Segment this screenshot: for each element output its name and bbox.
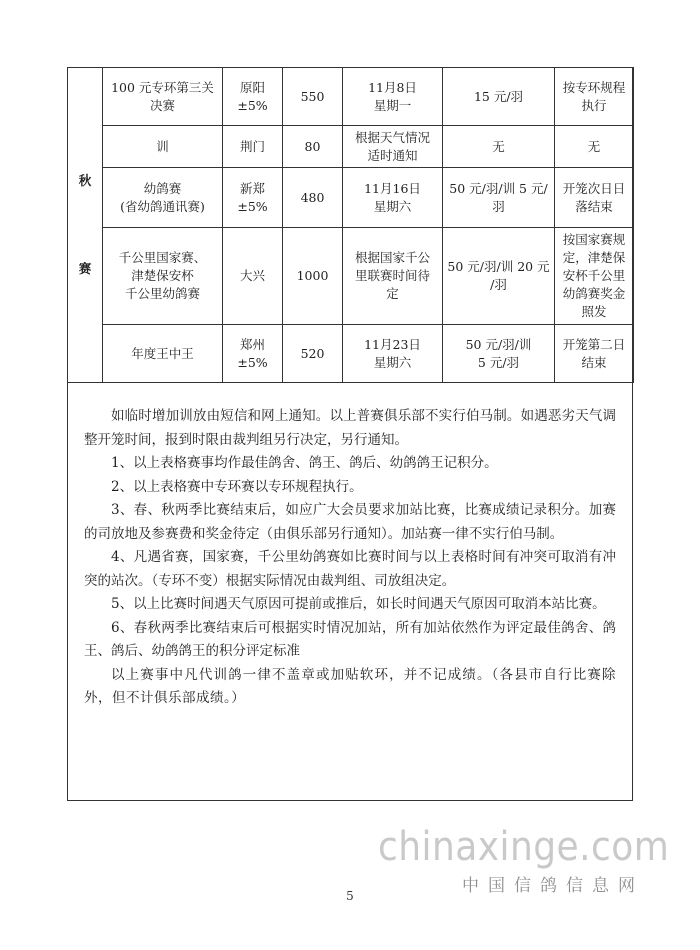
season-label-cell — [68, 68, 103, 383]
release-time-cell — [343, 168, 443, 228]
table-row — [68, 126, 634, 168]
entry-fee-cell-line: 羽 — [492, 198, 505, 214]
release-time-cell-line: 星期六 — [373, 198, 412, 214]
note-paragraph: 1、以上表格赛事均作最佳鸽舍、鸽王、鸽后、幼鸽鸽王记积分。 — [111, 455, 498, 471]
prize-cell-line: 按国家赛规 — [562, 232, 626, 247]
release-time-cell-line: 星期六 — [373, 354, 412, 370]
entry-fee-cell — [443, 68, 555, 126]
release-time-cell-line: 根据天气情况 — [354, 129, 430, 145]
release-time-cell-line: 11月8日 — [368, 79, 417, 95]
release-time-cell — [343, 68, 443, 126]
release-point-cell-line: ±5% — [237, 97, 268, 113]
notes-section — [84, 405, 616, 711]
table-row — [68, 168, 634, 228]
prize-cell-line: 执行 — [581, 97, 607, 113]
page-number: 5 — [346, 889, 354, 903]
prize-cell-line: 结束 — [581, 354, 607, 370]
race-name-cell — [103, 325, 223, 383]
entry-fee-cell-line: 50 元/羽/训 5 元/ — [449, 180, 548, 196]
race-name-cell-line: 千公里幼鸽赛 — [124, 286, 200, 301]
release-point-cell-line: ±5% — [237, 354, 268, 370]
release-point-cell-line: 大兴 — [239, 268, 265, 283]
release-time-cell-line: 星期一 — [373, 97, 412, 113]
release-point-cell — [223, 325, 283, 383]
race-name-cell — [103, 126, 223, 168]
release-point-cell — [223, 228, 283, 325]
release-time-cell-line: 11月16日 — [364, 180, 421, 196]
release-time-cell-line: 适时通知 — [367, 147, 418, 163]
race-name-cell-line: (省幼鸽通讯赛) — [120, 198, 205, 214]
release-time-cell — [343, 126, 443, 168]
note-paragraph: 2、以上表格赛中专环赛以专环规程执行。 — [111, 478, 363, 495]
entry-fee-cell — [443, 228, 555, 325]
release-point-cell — [223, 126, 283, 168]
race-name-cell-line: 津楚保安杯 — [131, 268, 194, 283]
race-name-cell-line: 千公里国家赛、 — [118, 250, 207, 265]
entry-fee-cell — [443, 325, 555, 383]
prize-cell-line: 开笼第二日 — [562, 336, 626, 352]
release-time-cell — [343, 325, 443, 383]
watermark-site: chinaxinge.com — [378, 824, 670, 870]
release-time-cell-line: 11月23日 — [364, 336, 421, 352]
entry-fee-cell-line: /羽 — [490, 277, 507, 292]
prize-cell — [555, 168, 634, 228]
prize-cell-line: 定，津楚保 — [562, 250, 626, 265]
note-paragraph: 如临时增加训放由短信和网上通知。以上普赛俱乐部不实行伯马制。如遇恶劣天气调整开笼时间，报到时限由裁判组另行决定，另行通知。 — [84, 408, 616, 448]
prize-cell-line: 落结束 — [575, 198, 613, 214]
watermark-name: 中国信鸽信息网 — [462, 876, 644, 896]
entry-fee-cell-line: 50 元/羽/训 — [465, 336, 532, 352]
distance-cell: 80 — [283, 126, 343, 168]
distance-cell: 550 — [283, 68, 343, 126]
entry-fee-cell-line: 15 元/羽 — [473, 88, 524, 104]
race-name-cell-line: 幼鸽赛 — [143, 180, 182, 196]
release-time-cell-line: 里联赛时间待 — [354, 268, 430, 283]
release-point-cell-line: 荆门 — [239, 138, 265, 154]
entry-fee-cell-line: 5 元/羽 — [477, 354, 520, 370]
distance-cell: 480 — [283, 168, 343, 228]
prize-cell-line: 幼鸽赛奖金 — [562, 286, 626, 301]
table-row — [68, 68, 634, 126]
note-paragraph: 以上赛事中凡代训鸽一律不盖章或加贴软环，并不记成绩。（各县市自行比赛除外，但不计俱乐部成绩。） — [84, 666, 616, 706]
release-point-cell — [223, 168, 283, 228]
distance-cell: 520 — [283, 325, 343, 383]
release-time-cell — [343, 228, 443, 325]
race-name-cell-line: 训 — [156, 138, 169, 154]
table-row — [68, 325, 634, 383]
prize-cell-line: 无 — [587, 138, 601, 154]
race-name-cell-line: 100 元专环第三关 — [111, 79, 214, 95]
prize-cell — [555, 228, 634, 325]
release-point-cell-line: 原阳 — [239, 79, 265, 95]
prize-cell — [555, 126, 634, 168]
race-name-cell — [103, 228, 223, 325]
release-point-cell-line: ±5% — [237, 198, 268, 214]
entry-fee-cell — [443, 168, 555, 228]
release-point-cell-line: 新郑 — [239, 180, 265, 196]
entry-fee-cell-line: 无 — [492, 138, 505, 154]
table-row — [68, 228, 634, 325]
race-schedule-table — [67, 67, 634, 383]
season-label-autumn: 秋 — [78, 173, 92, 188]
prize-cell-line: 照发 — [581, 304, 607, 319]
note-paragraph: 3、春、秋两季比赛结束后，如应广大会员要求加站比赛，比赛成绩记录积分。加赛的司放地及参赛费和奖金待定（由俱乐部另行通知）。加站赛一律不实行伯马制。 — [84, 502, 616, 542]
release-time-cell-line: 根据国家千公 — [354, 250, 430, 265]
prize-cell — [555, 68, 634, 126]
entry-fee-cell-line: 50 元/羽/训 20 元 — [447, 259, 550, 274]
prize-cell-line: 开笼次日日 — [562, 180, 626, 196]
race-name-cell — [103, 68, 223, 126]
prize-cell-line: 安杯千公里 — [562, 268, 626, 283]
release-point-cell — [223, 68, 283, 126]
distance-cell: 1000 — [283, 228, 343, 325]
race-name-cell-line: 年度王中王 — [131, 345, 194, 361]
note-paragraph: 5、以上比赛时间遇天气原因可提前或推后，如长时间遇天气原因可取消本站比赛。 — [111, 596, 606, 612]
release-point-cell-line: 郑州 — [239, 336, 265, 352]
season-label-race: 赛 — [78, 261, 92, 276]
entry-fee-cell — [443, 126, 555, 168]
race-name-cell — [103, 168, 223, 228]
prize-cell — [555, 325, 634, 383]
release-time-cell-line: 定 — [386, 286, 399, 301]
note-paragraph: 4、凡遇省赛，国家赛，千公里幼鸽赛如比赛时间与以上表格时间有冲突可取消有冲突的站次。（专环不变）根据实际情况由裁判组、司放组决定。 — [84, 549, 616, 589]
race-name-cell-line: 决赛 — [149, 97, 175, 113]
prize-cell-line: 按专环规程 — [562, 79, 626, 95]
note-paragraph: 6、春秋两季比赛结束后可根据实时情况加站，所有加站依然作为评定最佳鸽舍、鸽王、鸽后、幼鸽鸽王的积分评定标准 — [84, 619, 616, 659]
